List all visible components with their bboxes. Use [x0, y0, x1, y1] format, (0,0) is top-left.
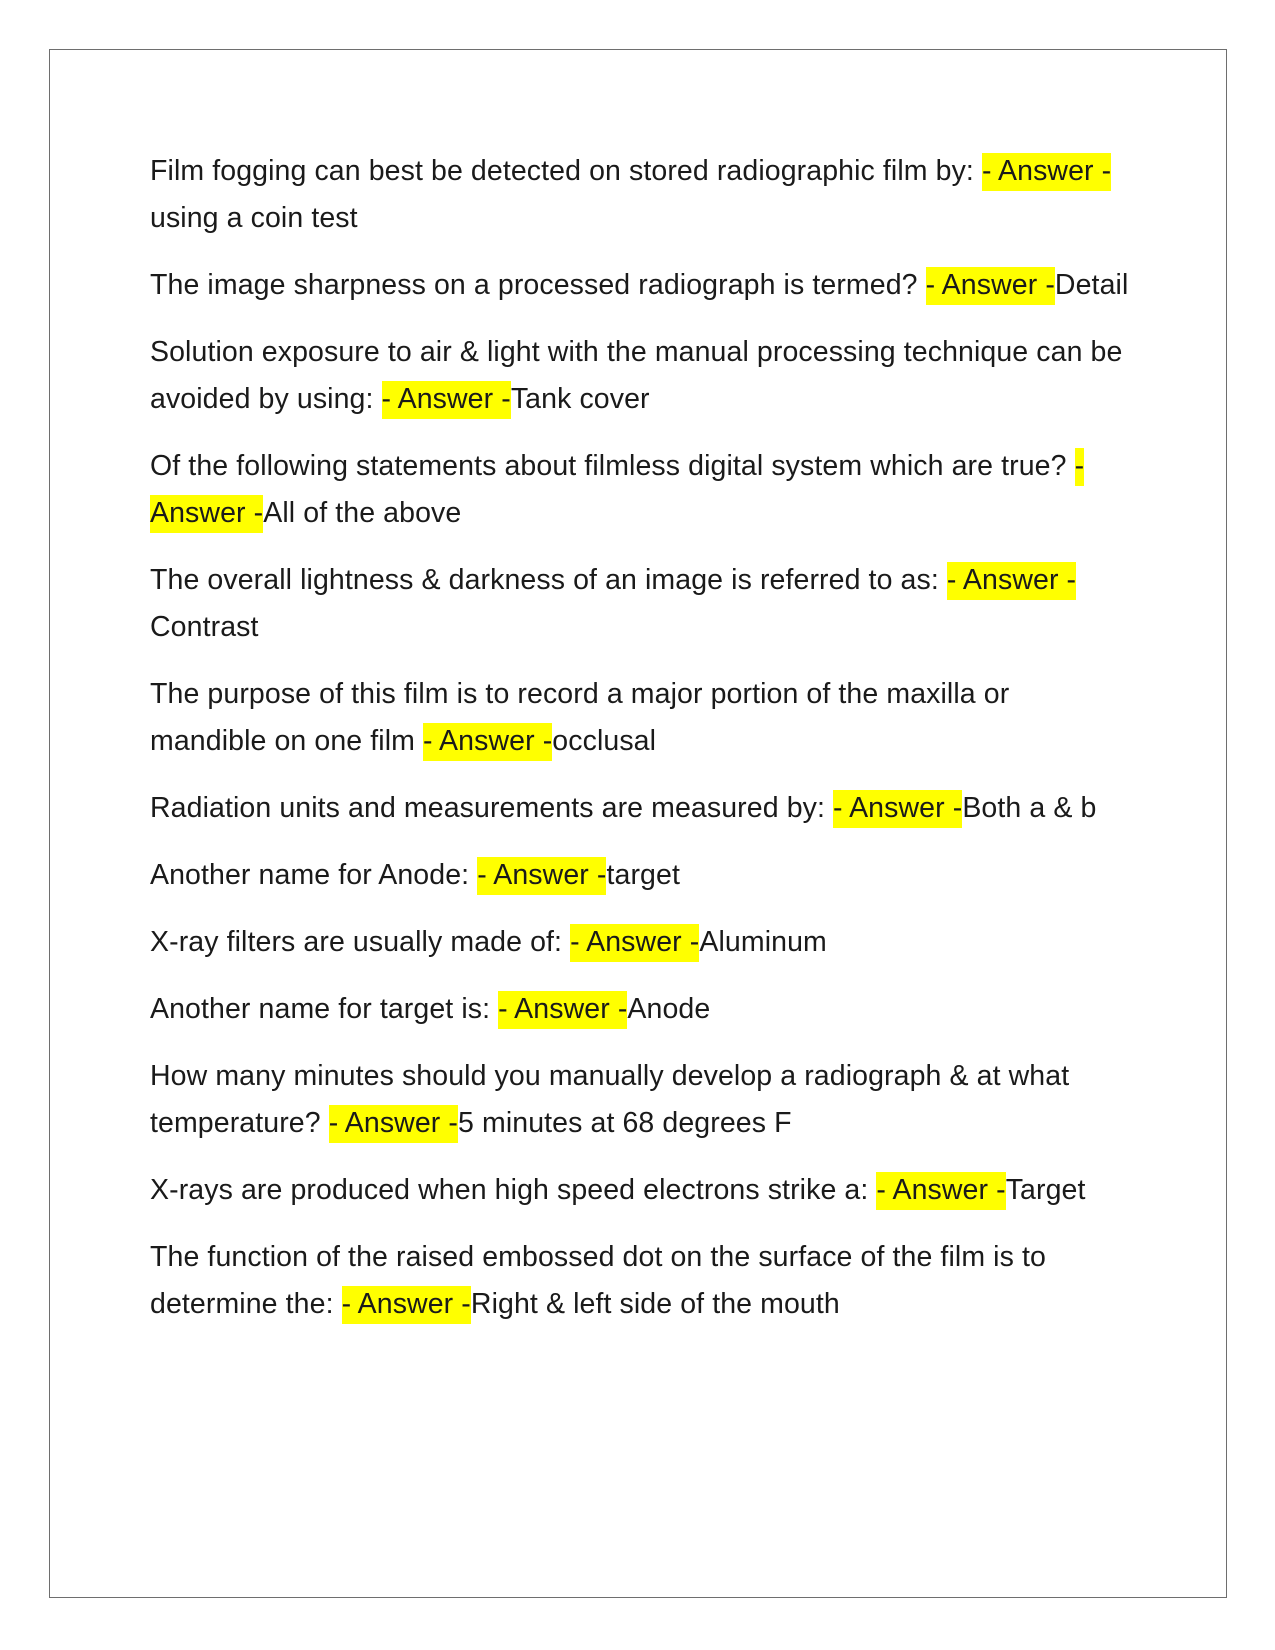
- qa-item-3: [150, 329, 1130, 423]
- question-text: X-rays are produced when high speed electrons strike a:: [150, 1174, 877, 1206]
- question-text: How many minutes should you manually develop a radiograph & at what temperature?: [150, 1060, 1070, 1139]
- question-text: Another name for Anode:: [150, 859, 478, 891]
- qa-item-10: [150, 986, 1130, 1033]
- answer-marker: - Answer -: [982, 153, 1111, 191]
- answer-marker: - Answer -: [570, 924, 699, 962]
- answer-marker: - Answer -: [382, 381, 511, 419]
- answer-marker: - Answer -: [329, 1105, 458, 1143]
- answer-marker: - Answer -: [947, 562, 1076, 600]
- answer-marker: - Answer -: [876, 1172, 1005, 1210]
- answer-text: target: [606, 859, 680, 891]
- answer-marker: - Answer -: [833, 790, 962, 828]
- qa-list: [150, 148, 1130, 1348]
- answer-text: Target: [1005, 1174, 1086, 1206]
- qa-item-2: [150, 262, 1130, 309]
- answer-text: Anode: [627, 993, 711, 1025]
- answer-text: occlusal: [552, 725, 657, 757]
- qa-item-8: [150, 852, 1130, 899]
- answer-text: using a coin test: [150, 202, 358, 234]
- question-text: Another name for target is:: [150, 993, 499, 1025]
- question-text: X-ray filters are usually made of:: [150, 926, 571, 958]
- answer-text: Both a & b: [962, 792, 1097, 824]
- question-text: Film fogging can best be detected on stored radiographic film by:: [150, 155, 982, 187]
- answer-marker: - Answer -: [423, 723, 552, 761]
- answer-marker: - Answer -: [498, 991, 627, 1029]
- answer-marker: - Answer -: [926, 267, 1055, 305]
- question-text: The image sharpness on a processed radiograph is termed?: [150, 269, 926, 301]
- qa-item-11: [150, 1053, 1130, 1147]
- answer-text: Right & left side of the mouth: [470, 1288, 840, 1320]
- question-text: Radiation units and measurements are measured by:: [150, 792, 834, 824]
- answer-marker: - Answer -: [477, 857, 606, 895]
- qa-item-5: [150, 557, 1130, 651]
- qa-item-7: [150, 785, 1130, 832]
- answer-text: Tank cover: [510, 383, 650, 415]
- qa-item-6: [150, 671, 1130, 765]
- qa-item-1: [150, 148, 1130, 242]
- answer-marker: - Answer -: [150, 448, 1084, 533]
- answer-marker: - Answer -: [342, 1286, 471, 1324]
- question-text: The overall lightness & darkness of an image is referred to as:: [150, 564, 947, 596]
- answer-text: Contrast: [150, 611, 259, 643]
- answer-text: 5 minutes at 68 degrees F: [458, 1107, 792, 1139]
- question-text: The purpose of this film is to record a major portion of the maxilla or mandible on one film: [150, 678, 1010, 757]
- answer-text: Detail: [1054, 269, 1129, 301]
- question-text: Solution exposure to air & light with the manual processing technique can be avoided by using:: [150, 336, 1123, 415]
- answer-text: All of the above: [263, 497, 462, 529]
- question-text: Of the following statements about filmless digital system which are true?: [150, 450, 1075, 482]
- qa-item-9: [150, 919, 1130, 966]
- qa-item-12: [150, 1167, 1130, 1214]
- question-text: The function of the raised embossed dot on the surface of the film is to determine the:: [150, 1241, 1046, 1320]
- answer-text: Aluminum: [699, 926, 827, 958]
- qa-item-4: [150, 443, 1130, 537]
- qa-item-13: [150, 1234, 1130, 1328]
